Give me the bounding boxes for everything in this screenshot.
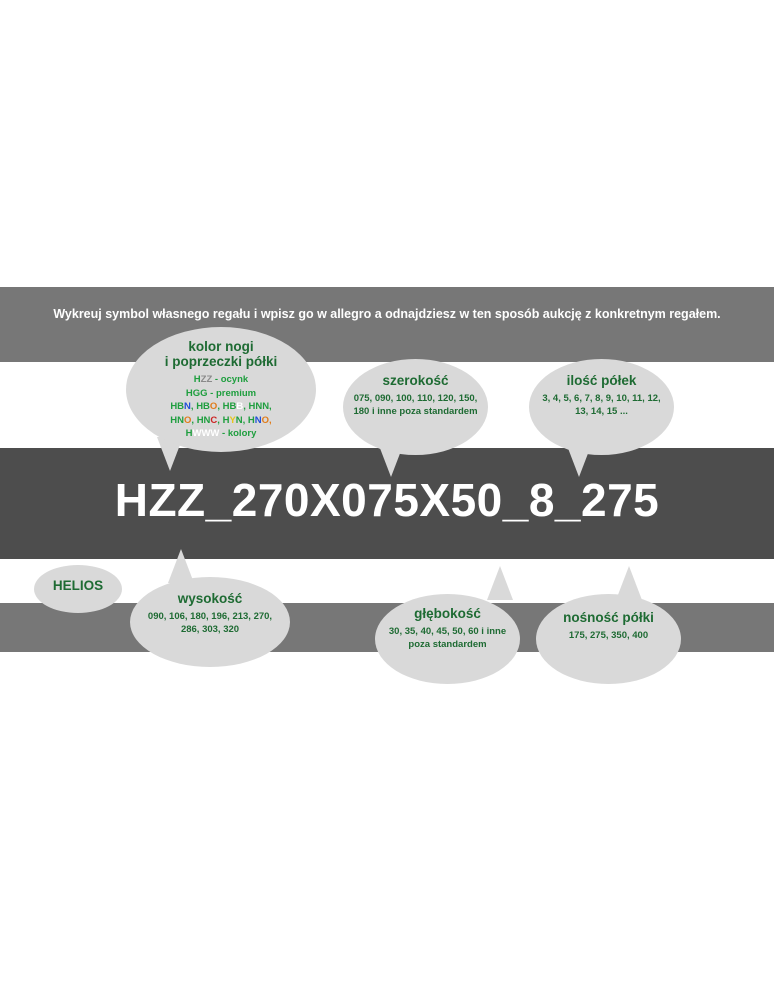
callout-depth (375, 594, 520, 684)
legend-segment: O, (261, 414, 272, 426)
callout-load-capacity-title: nośność półki (563, 610, 654, 625)
legend-segment: O (209, 401, 218, 412)
legend-segment: , HN (191, 414, 211, 426)
callout-width (343, 359, 488, 455)
legend-segment: B (236, 401, 244, 412)
legend-segment: N, H (235, 414, 255, 426)
legend-segment: , H (217, 414, 230, 426)
callout-width-body: 075, 090, 100, 110, 120, 150, 180 i inne poza standardem (353, 393, 478, 417)
callout-leg-color-title-1: kolor nogi (188, 339, 254, 354)
product-code: HZZ_270X075X50_8_275 (114, 474, 660, 526)
legend-segment: HB (170, 401, 185, 412)
symbol-explainer-diagram (0, 287, 774, 692)
callout-load-capacity (536, 594, 681, 684)
legend-segment: HGG - premium (185, 387, 257, 399)
callout-width-title: szerokość (382, 373, 449, 388)
legend-segment: O (184, 414, 192, 426)
legend-segment: , HB (217, 401, 237, 412)
callout-height (130, 577, 290, 667)
legend-line (136, 387, 306, 401)
callout-leg-color-title-2: i poprzeczki półki (164, 354, 278, 369)
legend-line (136, 400, 306, 414)
legend-segment: WWW (192, 428, 220, 439)
legend-segment: , HB (190, 401, 210, 412)
legend-line (136, 373, 306, 387)
legend-segment: , HNN, (243, 401, 272, 412)
legend-segment: - kolory (219, 428, 257, 439)
callout-brand-label: HELIOS (52, 578, 104, 593)
callout-brand (34, 565, 122, 613)
callout-height-body: 090, 106, 180, 196, 213, 270, 286, 303, 320 (147, 611, 273, 635)
callout-tail-depth (487, 566, 513, 600)
legend-segment: - ocynk (212, 374, 249, 385)
legend-segment: H (185, 428, 193, 439)
legend-segment: H (193, 374, 201, 385)
callout-leg-color (126, 327, 316, 452)
legend-line (136, 414, 306, 428)
legend-segment: N (254, 414, 262, 426)
callout-shelf-count (529, 359, 674, 455)
headline-instruction: Wykreuj symbol własnego regału i wpisz go w allegro a odnajdziesz w ten sposób aukcję z konkretnym regałem. (53, 307, 721, 321)
legend-segment: Y (229, 414, 236, 426)
callout-load-capacity-body: 175, 275, 350, 400 (568, 630, 649, 641)
callout-shelf-count-body: 3, 4, 5, 6, 7, 8, 9, 10, 11, 12, 13, 14, 15 ... (542, 393, 661, 417)
legend-segment: N (184, 401, 191, 412)
callout-depth-title: głębokość (414, 606, 481, 621)
legend-line (136, 427, 306, 441)
legend-segment: HN (170, 414, 185, 426)
legend-segment: ZZ (200, 374, 213, 385)
callout-height-title: wysokość (177, 591, 243, 606)
callout-depth-body: 30, 35, 40, 45, 50, 60 i inne poza standardem (388, 626, 507, 650)
legend-segment: C (210, 414, 218, 426)
background-band-top (0, 287, 774, 362)
callout-leg-color-legend (136, 373, 306, 441)
callout-shelf-count-title: ilość półek (566, 373, 637, 388)
